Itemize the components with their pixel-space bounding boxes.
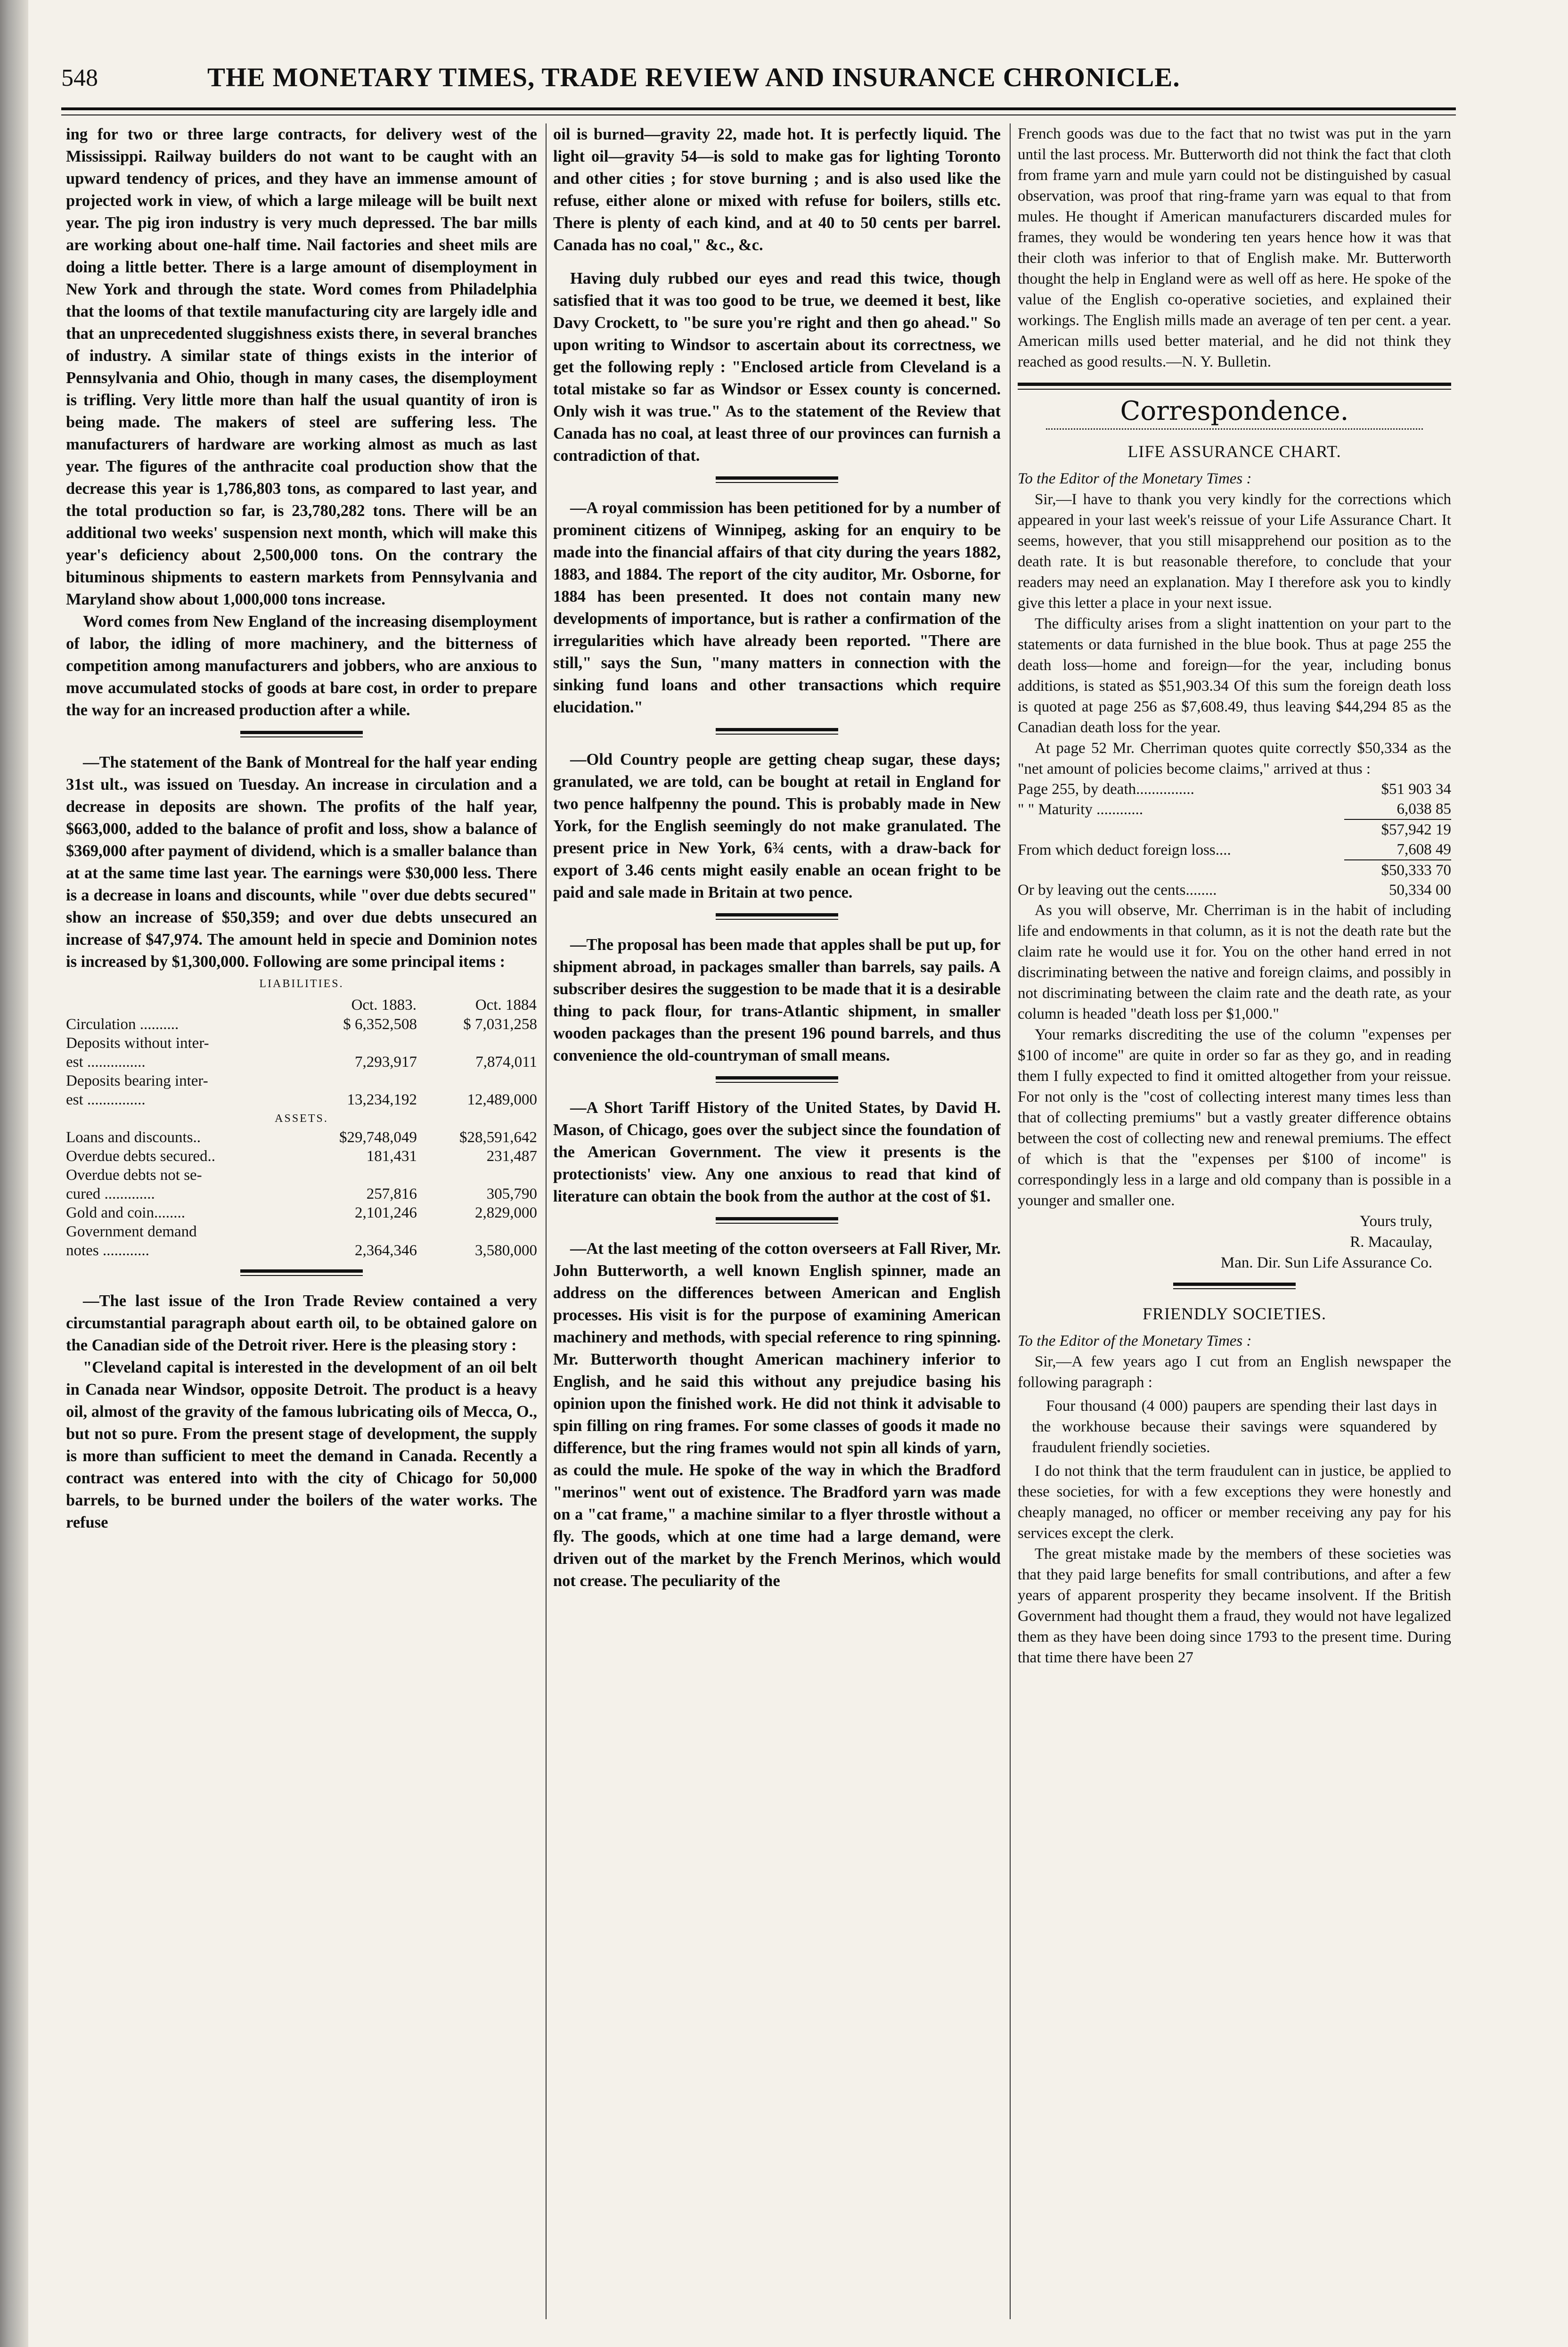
- table-row: [1018, 819, 1451, 840]
- quoted-paragraph: Four thousand (4 000) paupers are spending their last days in the workhouse because their savings were squandered by fraudulent friendly societies.: [1032, 1398, 1437, 1456]
- row-value: [417, 1071, 537, 1090]
- table-row: [66, 1090, 537, 1109]
- column-header: Oct. 1883.: [351, 997, 416, 1014]
- article-paragraph: —A Short Tariff History of the United States, by David H. Mason, of Chicago, goes over the subject since the foundation of the American Government. The view it presents is the protectionists' view. Any one anxious to read that kind of literature can obtain the book from the author at the cost of $1.: [553, 1099, 1001, 1205]
- row-label: Circulation ..........: [66, 1016, 179, 1033]
- letter-paragraph: As you will observe, Mr. Cherriman is in the habit of including life and endowments in that column, as it is not the death rate but the claim rate he would use it for. You on the other hand erred in not discriminating between the native and foreign claims, and possibly in not discriminating between the claim rate and the death rate, as your column is headed "death loss per $1,000.": [1018, 902, 1451, 1022]
- section-separator: [1018, 383, 1451, 390]
- article-separator: [240, 1269, 363, 1276]
- article-separator: [716, 728, 838, 735]
- row-value: 2,364,346: [354, 1242, 417, 1259]
- article-separator: [716, 476, 838, 483]
- table-row: [1018, 779, 1451, 799]
- article-separator: [240, 731, 363, 737]
- row-value: 231,487: [486, 1148, 537, 1165]
- row-label: Overdue debts not se-: [66, 1167, 202, 1184]
- row-label: Overdue debts secured..: [66, 1148, 216, 1165]
- row-label: Gold and coin........: [66, 1204, 185, 1221]
- letter-paragraph: Sir,—A few years ago I cut from an English newspaper the following paragraph :: [1018, 1353, 1451, 1391]
- column-1: [66, 123, 537, 2327]
- table-row: [1018, 860, 1451, 880]
- table-row: [66, 1147, 537, 1166]
- header-rule-thin: [61, 114, 1456, 115]
- article-paragraph: Word comes from New England of the increasing disemployment of labor, the idling of more machinery, and the bitterness of competition among manufacturers and jobbers, who are anxious to move accumulated stocks of goods at bare cost, in order to prepare the way for an increased production after a while.: [66, 613, 537, 719]
- row-value: 6,038 85: [1396, 801, 1451, 818]
- row-label: Deposits without inter-: [66, 1035, 209, 1052]
- page-number: 548: [61, 65, 98, 91]
- letter-heading: LIFE ASSURANCE CHART.: [1127, 442, 1341, 461]
- row-label: [1018, 819, 1344, 840]
- table-row: [1018, 880, 1451, 900]
- row-label: Deposits bearing inter-: [66, 1072, 208, 1089]
- row-value: [297, 1071, 417, 1090]
- row-label: cured .............: [66, 1186, 155, 1202]
- article-paragraph: —At the last meeting of the cotton overseers at Fall River, Mr. John Butterworth, a well known English spinner, made an address on the differences between American and English processes. His visit is for the purpose of examining American machinery and methods, with special reference to ring spinning. Mr. Butterworth thought American machinery inferior to English, and he said this without any prejudice basing his opinion upon the finished work. He did not think it advisable to spin filling on ring frames. For some classes of goods it made no difference, but the ring frames would not spin all kinds of yarn, as could the mule. He spoke of the way in which the Bradford "merinos" went out of existence. The Bradford yarn was made on a "cat frame," a machine similar to a flyer throstle without a fly. The goods, which at one time had a large demand, were driven out of the market by the French Merinos, which would not crease. The peculiarity of the: [553, 1240, 1001, 1590]
- bank-statement-table: [66, 995, 537, 1260]
- row-value: 7,874,011: [475, 1054, 537, 1071]
- row-value: $ 7,031,258: [463, 1016, 537, 1033]
- row-value: [297, 1222, 417, 1241]
- table-row: [66, 1185, 537, 1203]
- quoted-paragraph: "Cleveland capital is interested in the development of an oil belt in Canada near Windsor, opposite Detroit. The product is a heavy oil, almost of the gravity of the famous lubricating oils of Mecca, O., but not so pure. From the present stage of development, the supply is more than sufficient to meet the demand in Canada. Recently a contract was entered into with the city of Chicago for 50,000 barrels, to be burned under the boilers of the water works. The refuse: [66, 1358, 537, 1531]
- assets-rows: [66, 1128, 537, 1260]
- article-paragraph: —The proposal has been made that apples shall be put up, for shipment abroad, in packages smaller than barrels, say pails. A subscriber desires the suggestion to be made that it is a desirable thing to pack flour, for trans-Atlantic shipment, in smaller wooden packages than the present 196 pound barrels, and thus convenience the old-countryman of small means.: [553, 936, 1001, 1064]
- row-value: [297, 1034, 417, 1053]
- row-value: 3,580,000: [475, 1242, 537, 1259]
- letter-salutation: To the Editor of the Monetary Times :: [1018, 1333, 1252, 1349]
- ledger-rows: [1018, 779, 1451, 900]
- column-divider-1: [546, 123, 547, 2319]
- letter-paragraph: The great mistake made by the members of these societies was that they paid large benefits for small contributions, and after a few years of apparent prosperity they became insolvent. If the British Government had thought them a fraud, they would not have legalized them as they have been doing since 1793 to the present time. During that time there have been 27: [1018, 1546, 1451, 1666]
- row-value: [417, 1222, 537, 1241]
- table-row: [1018, 840, 1451, 860]
- row-value: 7,608 49: [1396, 841, 1451, 858]
- row-value: [417, 1166, 537, 1185]
- letter-paragraph: Sir,—I have to thank you very kindly for the corrections which appeared in your last week's reissue of your Life Assurance Chart. It seems, however, that you still misapprehend our position as to the death rate. It is but reasonable therefore, to conclude that your readers may need an explanation. May I therefore ask you to kindly give this letter a place in your next issue.: [1018, 491, 1451, 612]
- article-separator: [716, 1076, 838, 1083]
- row-value: 257,816: [366, 1186, 417, 1202]
- running-title: THE MONETARY TIMES, TRADE REVIEW AND INSURANCE CHRONICLE.: [207, 63, 1180, 92]
- table-row: [1018, 799, 1451, 819]
- header-rule-thick: [61, 107, 1456, 110]
- article-paragraph: —The last issue of the Iron Trade Review contained a very circumstantial paragraph about earth oil, to be obtained galore on the Canadian side of the Detroit river. Here is the pleasing story :: [66, 1292, 537, 1354]
- table-row: [66, 1071, 537, 1090]
- row-value: 305,790: [486, 1186, 537, 1202]
- article-separator: [716, 1217, 838, 1224]
- row-label: notes ............: [66, 1242, 149, 1259]
- letter-salutation: To the Editor of the Monetary Times :: [1018, 470, 1252, 487]
- row-value: $51 903 34: [1381, 781, 1451, 798]
- table-row: [66, 1053, 537, 1071]
- letter-paragraph: I do not think that the term fraudulent can in justice, be applied to these societies, for with a few exceptions they were honestly and cheaply managed, no officer or member receiving any pay for his services except the clerk.: [1018, 1463, 1451, 1542]
- binding-shadow: [0, 0, 28, 2347]
- column-divider-2: [1010, 123, 1011, 2319]
- row-label: est ...............: [66, 1054, 146, 1071]
- table-row: [66, 1203, 537, 1222]
- table-header-row: [66, 995, 537, 1015]
- row-value: $ 6,352,508: [343, 1016, 417, 1033]
- column-header: Oct. 1884: [475, 997, 537, 1014]
- table-row: [66, 1015, 537, 1034]
- row-value: $57,942 19: [1344, 819, 1451, 840]
- row-value: $28,591,642: [459, 1129, 537, 1146]
- letter-heading: FRIENDLY SOCIETIES.: [1142, 1304, 1327, 1323]
- row-value: 12,489,000: [467, 1091, 537, 1108]
- table-row: [66, 1241, 537, 1260]
- article-separator: [716, 913, 838, 920]
- article-separator: [1173, 1283, 1296, 1289]
- letter-paragraph: At page 52 Mr. Cherriman quotes quite correctly $50,334 as the "net amount of policies become claims," arrived at thus :: [1018, 740, 1451, 777]
- article-paragraph: Having duly rubbed our eyes and read this twice, though satisfied that it was too good to be true, we deemed it best, like Davy Crockett, to "be sure you're right and then go ahead." So upon writing to Windsor to ascertain about its correctness, we get the following reply : "Enclosed article from Cleveland is a total mistake so far as Windsor or Essex county is concerned. Only wish it was true." As to the statement of the Review that Canada has no coal, at least three of our provinces can furnish a contradiction of that.: [553, 270, 1001, 465]
- article-paragraph: —A royal commission has been petitioned for by a number of prominent citizens of Winnipeg, asking for an enquiry to be made into the financial affairs of that city during the years 1882, 1883, and 1884. The report of the city auditor, Mr. Osborne, for 1884 has been presented. It does not contain many new developments of importance, but is rather a confirmation of the irregularities which have already been reported. "There are still," says the Sun, "many matters in connection with the sinking fund loans and other transactions which require elucidation.": [553, 499, 1001, 716]
- row-value: 181,431: [366, 1148, 417, 1165]
- page-header: [61, 56, 1475, 107]
- row-label: Government demand: [66, 1223, 197, 1240]
- row-value: $29,748,049: [339, 1129, 417, 1146]
- correspondence-heading: Correspondence.: [1120, 396, 1349, 426]
- row-value: [417, 1034, 537, 1053]
- row-value: 2,101,246: [354, 1204, 417, 1221]
- article-paragraph: —The statement of the Bank of Montreal for the half year ending 31st ult., was issued on Tuesday. An increase in circulation and a decrease in deposits are shown. The profits of the half year, $663,000, added to the balance of profit and loss, show a balance of $369,000 after payment of dividend, which is a smaller balance than at at the same time last year. The earnings were $30,000 less. There is a decrease in loans and discounts, while "over due debts secured" show an increase of $50,359; and over due debts unsecured an increase of $47,974. The amount held in specie and Dominion notes is increased by $1,300,000. Following are some principal items :: [66, 753, 537, 971]
- row-value: 50,334 00: [1389, 882, 1451, 899]
- row-value: $50,333 70: [1344, 860, 1451, 880]
- row-label: Or by leaving out the cents........: [1018, 882, 1217, 899]
- letter-paragraph: Your remarks discrediting the use of the column "expenses per $100 of income" are quite in order so far as they go, and in reading them I fully expected to find it omitted altogether from your reissue. For not only is the "cost of collecting interest many times less than that of collecting premiums" but a vastly greater difference obtains between the cost of collecting new and renewal premiums. The effect of which is that the "expenses per $100 of income" is correspondingly less in a large and old company than is possible in a younger and smaller one.: [1018, 1026, 1451, 1209]
- signature-name: R. Macaulay,: [1350, 1234, 1432, 1251]
- row-value: 13,234,192: [347, 1091, 417, 1108]
- column-3: [1018, 123, 1451, 2327]
- signature-closing: Yours truly,: [1359, 1213, 1432, 1230]
- death-loss-ledger: [1018, 779, 1451, 900]
- row-label: est ...............: [66, 1091, 146, 1108]
- row-value: 7,293,917: [354, 1054, 417, 1071]
- row-label: Loans and discounts..: [66, 1129, 201, 1146]
- row-label: From which deduct foreign loss....: [1018, 841, 1231, 859]
- table-row: [66, 1222, 537, 1241]
- row-label: " " Maturity ............: [1018, 801, 1143, 818]
- liabilities-rows: [66, 1015, 537, 1109]
- table-row: [66, 1166, 537, 1185]
- table-row: [66, 1128, 537, 1147]
- row-label: [1018, 860, 1344, 880]
- row-value: [297, 1166, 417, 1185]
- article-paragraph: ing for two or three large contracts, for delivery west of the Mississippi. Railway builders do not want to be caught with an upward tendency of prices, and they have an immense amount of projected work in view, of which a large mileage will be built next year. The pig iron industry is very much depressed. The bar mills are working about one-half time. Nail factories and sheet mils are doing a little better. There is a large amount of disemployment in New York and through the state. Word comes from Philadelphia that the looms of that textile manufacturing city are largely idle and that an unprecedented sluggishness exists there, in several branches of industry. A similar state of things exists in the interior of Pennsylvania and Ohio, though in many cases, the disemployment is trifling. Very little more than half the usual quantity of iron is being made. The makers of steel are suffering less. The manufacturers of hardware are working almost as much as last year. The figures of the anthracite coal production show that the decrease this year is 1,786,803 tons, as compared to last year, and the total production so far, is 23,780,282 tons. There will be an additional two weeks' suspension next month, which will make this year's deficiency about 2,500,000 tons. On the contrary the bituminous shipments to eastern markets from Pennsylvania and Maryland show about 1,000,000 tons increase.: [66, 125, 537, 608]
- table-caption-assets: ASSETS.: [275, 1112, 328, 1125]
- article-paragraph: French goods was due to the fact that no twist was put in the yarn until the last process. Mr. Butterworth did not think the fact that cloth from frame yarn and mule yarn could not be distinguished by casual observation, was proof that ring-frame yarn was equal to that from mules. He thought if American manufacturers discarded mules for frames, they would be wondering ten years hence how it was that their cloth was inferior to that of English make. Mr. Butterworth thought the help in England were as well off as here. He spoke of the value of the English co-operative societies, and explained their workings. The English mills made an average of ten per cent. a year. American mills used better material, and he did not think they reached as good results.—N. Y. Bulletin.: [1018, 125, 1451, 370]
- article-paragraph: oil is burned—gravity 22, made hot. It is perfectly liquid. The light oil—gravity 54—is sold to make gas for lighting Toronto and other cities ; for stove burning ; and is also used like the refuse, either alone or mixed with refuse for boilers, stills etc. There is plenty of each kind, and at 40 to 50 cents per barrel. Canada has no coal," &c., &c.: [553, 125, 1001, 254]
- row-value: 2,829,000: [475, 1204, 537, 1221]
- signature-title: Man. Dir. Sun Life Assurance Co.: [1220, 1254, 1432, 1271]
- article-paragraph: —Old Country people are getting cheap sugar, these days; granulated, we are told, can be bought at retail in England for two pence halfpenny the pound. This is probably made in New York, for the English seemingly do not make granulated. The present price in New York, 6¾ cents, with a draw-back for export of 3.46 cents might easily enable an ocean fright to be paid and sale made in Britain at two pence.: [553, 751, 1001, 901]
- table-caption-liabilities: LIABILITIES.: [259, 978, 344, 990]
- row-label: Page 255, by death...............: [1018, 781, 1194, 798]
- letter-paragraph: The difficulty arises from a slight inattention on your part to the statements or data furnished in the blue book. Thus at page 255 the death loss—home and foreign—for the year, including bonus additions, is stated as $51,903.34 Of this sum the foreign death loss is quoted at page 256 as $7,608.49, thus leaving $44,294 85 as the Canadian death loss for the year.: [1018, 615, 1451, 736]
- column-2: [553, 123, 1001, 2327]
- wavy-rule: [1046, 428, 1423, 430]
- table-row: [66, 1034, 537, 1053]
